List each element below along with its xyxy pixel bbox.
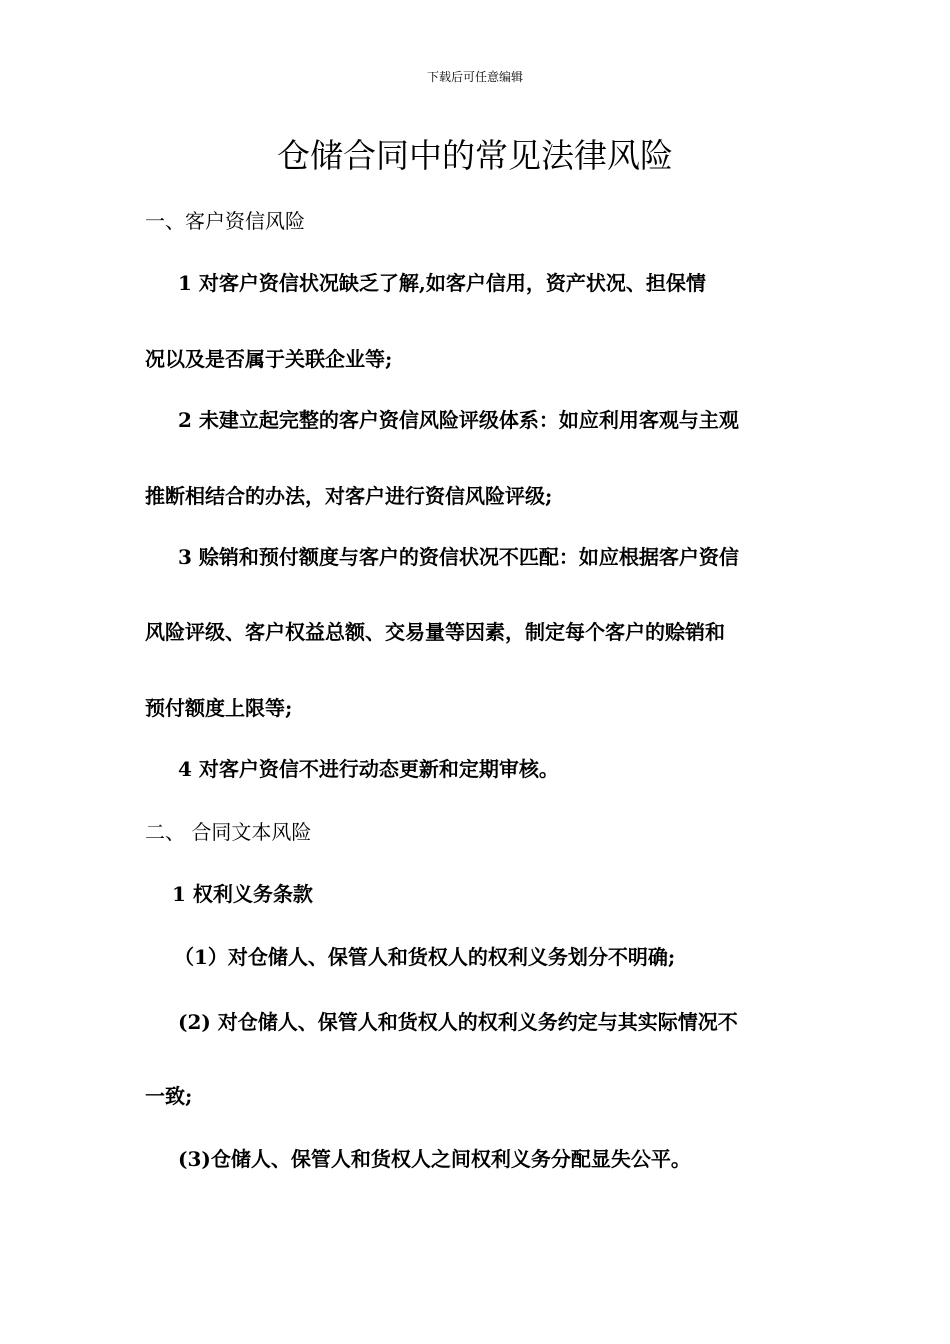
paragraph-line: (2) 对仓储人、保管人和货权人的权利义务约定与其实际情况不 [178,1010,738,1034]
paragraph-line: 一致; [145,1084,193,1108]
section-heading-1: 一、客户资信风险 [145,209,305,233]
document-title: 仓储合同中的常见法律风险 [277,136,673,175]
paragraph-line: 预付额度上限等; [145,696,293,720]
paragraph-line: 风险评级、客户权益总额、交易量等因素，制定每个客户的赊销和 [145,620,725,644]
paragraph-line: 况以及是否属于关联企业等; [145,347,393,371]
paragraph-line: 4 对客户资信不进行动态更新和定期审核。 [178,757,559,781]
section-heading-2: 二、 合同文本风险 [145,820,312,844]
paragraph-line: 3 赊销和预付额度与客户的资信状况不匹配：如应根据客户资信 [178,545,739,569]
paragraph-line: 推断相结合的办法，对客户进行资信风险评级; [145,484,553,508]
paragraph-line: 1 对客户资信状况缺乏了解,如客户信用，资产状况、担保情 [178,271,706,295]
paragraph-line: （1）对仓储人、保管人和货权人的权利义务划分不明确; [174,945,676,969]
paragraph-line: (3)仓储人、保管人和货权人之间权利义务分配显失公平。 [178,1147,691,1171]
paragraph-line: 2 未建立起完整的客户资信风险评级体系：如应利用客观与主观 [178,408,739,432]
header-note: 下载后可任意编辑 [426,70,523,84]
subsection-heading: 1 权利义务条款 [172,882,313,906]
